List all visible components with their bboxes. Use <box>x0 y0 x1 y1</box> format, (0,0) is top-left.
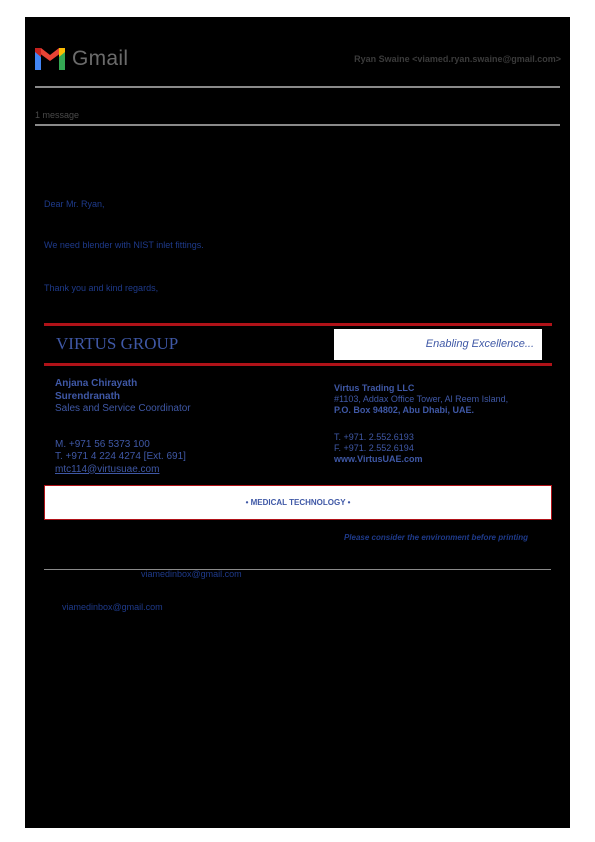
tagline-box <box>334 329 542 360</box>
environment-note: Please consider the environment before printing <box>343 533 528 542</box>
greeting: Dear Mr. Ryan, <box>44 199 105 209</box>
footer-divider <box>44 569 551 570</box>
division-label: • MEDICAL TECHNOLOGY • <box>245 498 351 507</box>
mobile-number: M. +971 56 5373 100 <box>55 438 150 450</box>
message-count: 1 message <box>35 110 80 120</box>
company-name: VIRTUS GROUP <box>56 334 179 353</box>
body-text: We need blender with NIST inlet fittings. <box>44 240 204 250</box>
company-contact <box>334 383 549 465</box>
signature-top-rule <box>44 323 552 326</box>
sender-address: Ryan Swaine <viamed.ryan.swaine@gmail.com> <box>354 54 561 64</box>
email-print-page <box>25 17 570 828</box>
signature-mid-rule <box>44 363 552 366</box>
subheader-divider <box>35 124 560 126</box>
telephone: T. +971. 2.552.6193 <box>334 432 414 442</box>
address-line-1: #1103, Addax Office Tower, Al Reem Island, <box>334 394 509 404</box>
gmail-wordmark: Gmail <box>72 47 129 70</box>
person-name-2: Surendranath <box>55 390 121 402</box>
person-name-1: Anjana Chirayath <box>55 378 138 389</box>
person-title: Sales and Service Coordinator <box>55 403 191 414</box>
contact-person <box>55 378 315 476</box>
fax: F. +971. 2.552.6194 <box>334 443 414 453</box>
header-divider <box>35 86 560 88</box>
footer-email-2[interactable]: viamedinbox@gmail.com <box>62 602 163 612</box>
website-link[interactable]: www.VirtusUAE.com <box>334 454 423 464</box>
firm-name: Virtus Trading LLC <box>334 383 415 393</box>
tagline: Enabling Excellence... <box>425 338 534 350</box>
email-link[interactable]: mtc114@virtusuae.com <box>55 463 160 475</box>
division-banner <box>44 485 552 520</box>
closing: Thank you and kind regards, <box>44 283 159 293</box>
address-line-2: P.O. Box 94802, Abu Dhabi, UAE. <box>334 405 475 415</box>
footer-email-1[interactable]: viamedinbox@gmail.com <box>141 569 242 579</box>
email-signature <box>44 323 552 542</box>
phone-number: T. +971 4 224 4274 [Ext. 691] <box>55 451 186 462</box>
